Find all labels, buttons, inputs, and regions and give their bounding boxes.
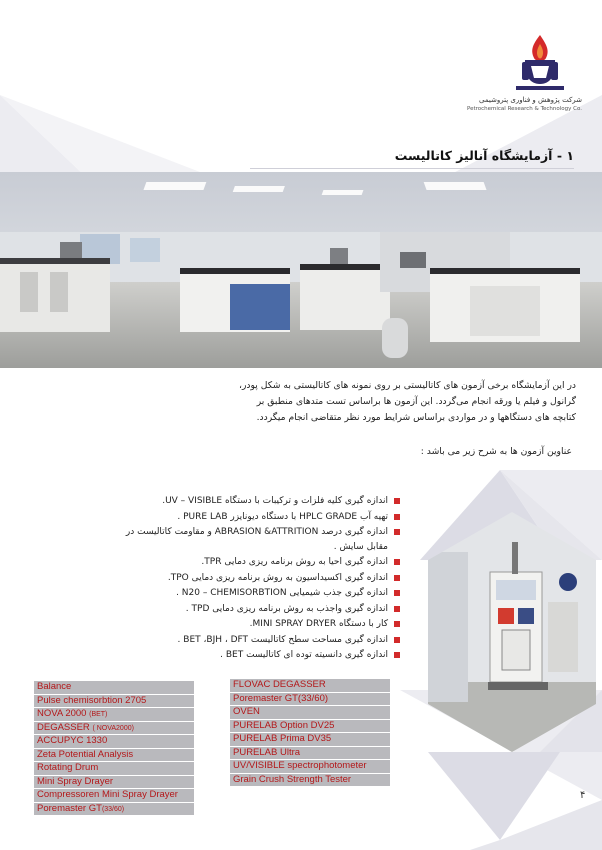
list-item: اندازه گیری جذب شیمیایی N20 – CHEMISORBTION . <box>108 586 400 601</box>
bullet-icon <box>394 621 400 627</box>
equipment-table-right <box>230 679 390 787</box>
table-row: Mini Spray Drayer <box>34 776 194 789</box>
company-name-en: Petrochemical Research & Technology Co. <box>466 106 582 112</box>
lab-photo-icon <box>0 172 602 368</box>
company-name-fa: شرکت پژوهش و فناوری پتروشیمی <box>478 96 582 104</box>
table-row: UV/VISIBLE spectrophotometer <box>230 760 390 773</box>
table-row: Balance <box>34 681 194 694</box>
bullet-icon <box>394 498 400 504</box>
list-item: اندازه گیری مساحت سطح کاتالیست BET ،BJH ، DFT . <box>108 633 400 648</box>
title-divider <box>250 168 574 169</box>
bullet-icon <box>394 637 400 643</box>
tests-list-heading: عناوین آزمون ها به شرح زیر می باشد : <box>420 446 572 457</box>
list-item: اندازه گیری کلیه فلزات و ترکیبات با دستگاه UV – VISIBLE. <box>108 494 400 509</box>
list-item: اندازه گیری درصد ABRASION &ATTRITION و مقاومت کاتالیست در مقابل سایش . <box>108 525 400 554</box>
table-row: DEGASSER ( NOVA2000) <box>34 722 194 735</box>
bullet-icon <box>394 559 400 565</box>
table-row: PURELAB Ultra <box>230 747 390 760</box>
table-row: PURELAB Prima DV35 <box>230 733 390 746</box>
bullet-icon <box>394 652 400 658</box>
bullet-icon <box>394 590 400 596</box>
table-row: OVEN <box>230 706 390 719</box>
table-row: Poremaster GT(33/60) <box>34 803 194 816</box>
list-item: اندازه گیری احیا به روش برنامه ریزی دمایی TPR. <box>108 555 400 570</box>
page-number: ۴ <box>580 790 586 801</box>
table-row: Pulse chemisorbtion 2705 <box>34 695 194 708</box>
table-row: Zeta Potential Analysis <box>34 749 194 762</box>
table-row: PURELAB Option DV25 <box>230 720 390 733</box>
list-item: تهیه آب HPLC GRADE با دستگاه دیونایزر PURE LAB . <box>108 510 400 525</box>
section-title: ۱ - آزمایشگاه آنالیز کاتالیست <box>394 148 574 163</box>
table-row: Rotating Drum <box>34 762 194 775</box>
table-row: Compressoren Mini Spray Drayer <box>34 789 194 802</box>
bullet-icon <box>394 575 400 581</box>
bullet-icon <box>394 606 400 612</box>
equipment-photo-icon <box>428 512 596 752</box>
list-item: اندازه گیری واجذب به روش برنامه ریزی دمایی TPD . <box>108 602 400 617</box>
list-item: کار با دستگاه MINI SPRAY DRYER. <box>108 617 400 632</box>
table-row: FLOVAC DEGASSER <box>230 679 390 692</box>
table-row: Poremaster GT(33/60) <box>230 693 390 706</box>
table-row: Grain Crush Strength Tester <box>230 774 390 787</box>
equipment-table-left <box>34 681 194 816</box>
bullet-icon <box>394 514 400 520</box>
list-item: اندازه گیری دانسیته توده ای کاتالیست BET . <box>108 648 400 663</box>
table-row: ACCUPYC 1330 <box>34 735 194 748</box>
bullet-icon <box>394 529 400 535</box>
list-item: اندازه گیری اکسیداسیون به روش برنامه ریزی دمایی TPO. <box>108 571 400 586</box>
intro-paragraph: در این آزمایشگاه برخی آزمون های کاتالیستی بر روی نمونه های کاتالیستی به شکل پودر، گرانول و فیلم یا ورقه انجام می‌گردد. این آزمون ها براساس تست متدهای منطبق بر کتابچه های دستگاهها و در مواردی براساس شرایط مورد نظر متقاضی انجام میگردد. <box>239 380 576 423</box>
table-row: NOVA 2000 (BET) <box>34 708 194 721</box>
tests-list <box>108 494 400 664</box>
